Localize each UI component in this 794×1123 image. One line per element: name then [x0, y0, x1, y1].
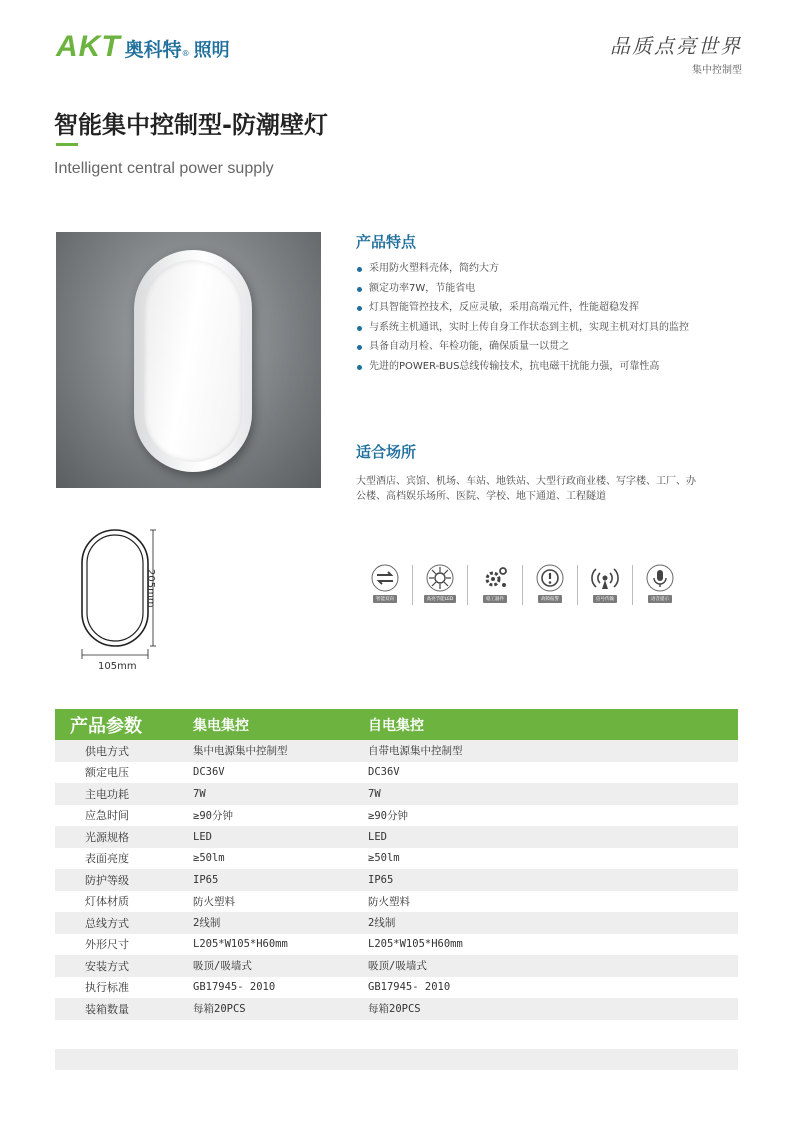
table-row: 执行标准 GB17945- 2010 GB17945- 2010	[55, 977, 738, 999]
page-subtitle: Intelligent central power supply	[54, 160, 274, 177]
spec-table-header	[55, 709, 738, 740]
table-row: 总线方式 2线制 2线制	[55, 912, 738, 934]
spec-table	[55, 709, 738, 1020]
header-central: 集电集控	[193, 717, 249, 734]
lamp-diffuser	[144, 260, 242, 462]
feature-item: 额定功率7W，节能省电	[356, 279, 689, 299]
feature-item: 采用防火塑料壳体，简约大方	[356, 259, 689, 279]
table-row: 应急时间 ≥90分钟 ≥90分钟	[55, 805, 738, 827]
title-underline	[56, 143, 78, 146]
industrial-component-icon: 稳工器件	[468, 563, 522, 603]
table-footer-band	[55, 1049, 738, 1070]
feature-icons-row	[358, 563, 687, 605]
table-row: 安装方式 吸顶/吸墙式 吸顶/吸墙式	[55, 955, 738, 977]
table-row: 外形尺寸 L205*W105*H60mm L205*W105*H60mm	[55, 934, 738, 956]
wireless-signal-icon: 信号传输	[578, 563, 632, 603]
features-list	[356, 259, 689, 377]
table-row: 额定电压 DC36V DC36V	[55, 762, 738, 784]
high-brightness-led-icon: 高亮节能LED	[413, 563, 467, 603]
features-title: 产品特点	[356, 233, 417, 251]
registered-mark: ®	[181, 49, 190, 58]
header-params: 产品参数	[70, 715, 142, 737]
slogan: 品质点亮世界	[610, 34, 742, 58]
table-row: 装箱数量 每箱20PCS 每箱20PCS	[55, 998, 738, 1020]
slogan-block	[610, 30, 742, 76]
width-label: 105mm	[98, 661, 137, 672]
brand-cn: 奥科特	[124, 39, 182, 61]
table-row: 供电方式 集中电源集中控制型 自带电源集中控制型	[55, 740, 738, 762]
slogan-sub: 集中控制型	[692, 65, 742, 76]
scenes-text: 大型酒店、宾馆、机场、车站、地铁站、大型行政商业楼、写字楼、工厂、办公楼、高档娱乐场所、医院、学校、地下通道、工程隧道	[356, 476, 696, 502]
product-photo	[56, 232, 321, 488]
two-way-communication-icon: 智能双向	[358, 563, 412, 603]
scenes-title: 适合场所	[356, 443, 417, 461]
header-self: 自电集控	[368, 717, 424, 734]
table-row: 光源规格 LED LED	[55, 826, 738, 848]
feature-item: 与系统主机通讯，实时上传自身工作状态到主机，实现主机对灯具的监控	[356, 318, 689, 338]
fault-alarm-icon: 故障报警	[523, 563, 577, 603]
table-row: 主电功耗 7W 7W	[55, 783, 738, 805]
brand-latin: AKT	[56, 30, 121, 63]
brand-suffix: 照明	[193, 40, 230, 61]
spec-table-body	[55, 740, 738, 1020]
table-row: 灯体材质 防火塑料 防火塑料	[55, 891, 738, 913]
height-label: 205mm	[145, 569, 156, 608]
lamp-shell	[134, 250, 252, 472]
table-row: 防护等级 IP65 IP65	[55, 869, 738, 891]
feature-item: 具备自动月检、年检功能，确保质量一以贯之	[356, 337, 689, 357]
feature-item: 先进的POWER-BUS总线传输技术，抗电磁干扰能力强，可靠性高	[356, 357, 689, 377]
feature-item: 灯具智能管控技术，反应灵敏，采用高端元件，性能超稳发挥	[356, 298, 689, 318]
table-row: 表面亮度 ≥50lm ≥50lm	[55, 848, 738, 870]
brand-logo	[56, 30, 230, 64]
page-title: 智能集中控制型-防潮壁灯	[54, 111, 328, 139]
voice-prompt-icon: 语音提示	[633, 563, 687, 603]
